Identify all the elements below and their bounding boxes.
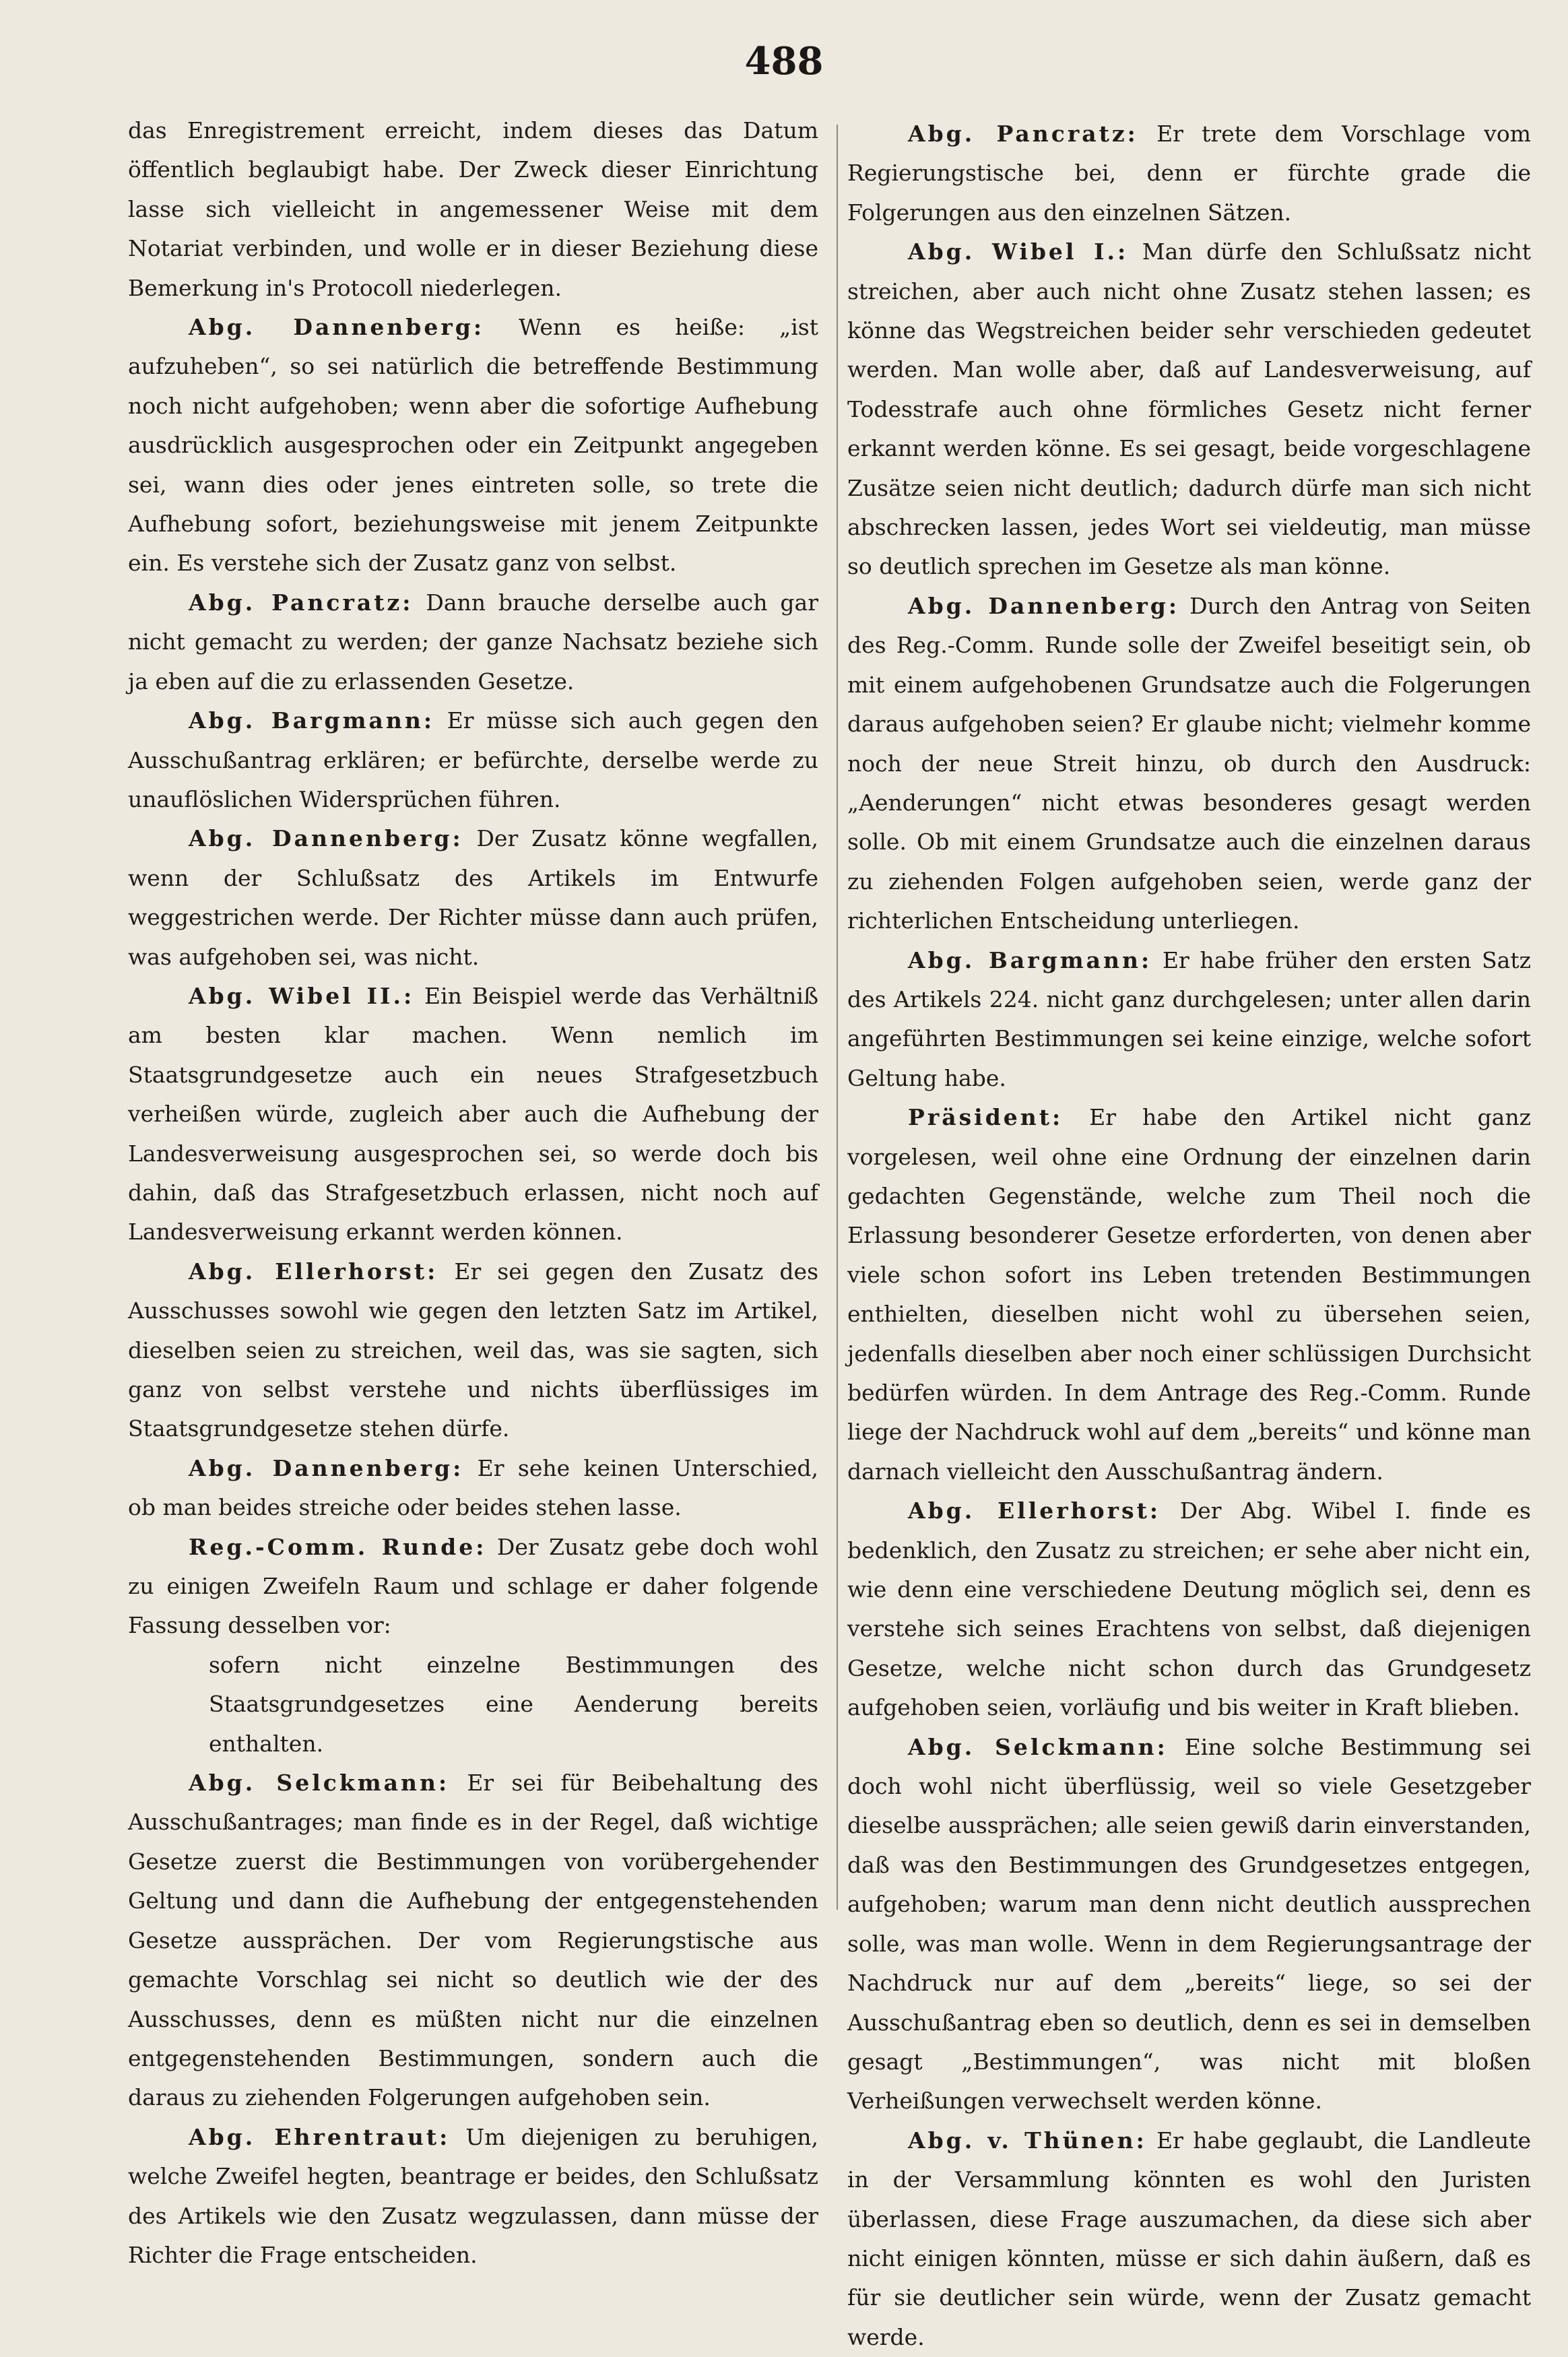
speaker-name: Abg. Ehrentraut: [189, 2123, 451, 2150]
paragraph-text: Ein Beispiel werde das Verhältniß am besten klar machen. Wenn nemlich im Staatsgrundgesetze auch ein neues Strafgesetzbuch verheißen würde, zugleich aber auch die Aufhebung der Landesverweisung ausgesprochen sei, so werde doch bis dahin, daß das Strafgesetzbuch erlassen, nicht noch auf Landesverweisung erkannt werden können. [128, 982, 818, 1246]
paragraph-text: Er müsse sich auch gegen den Ausschußantrag erklären; er befürchte, derselbe werde zu unauflöslichen Widersprüchen führen. [128, 707, 818, 812]
paragraph-text: Er habe geglaubt, die Landleute in der Versammlung könnten es wohl den Juristen überlassen, diese Frage auszumachen, da diese sich aber nicht einigen könnten, müsse er sich dahin äußern, daß es für sie deutlicher sein würde, wenn der Zusatz gemacht werde. [847, 2127, 1531, 2350]
paragraph-text: Dann brauche derselbe auch gar nicht gemacht zu werden; der ganze Nachsatz beziehe sich ja eben auf die zu erlassenden Gesetze. [128, 589, 819, 695]
speaker-name: Abg. Selckmann: [908, 1733, 1168, 1760]
speaker-name: Abg. Wibel I.: [908, 238, 1129, 265]
paragraph [847, 232, 1531, 587]
speaker-name: Abg. Dannenberg: [189, 1454, 464, 1481]
paragraph-text: Er sei für Beibehaltung des Ausschußantrages; man finde es in der Regel, daß wichtige Gesetze zuerst die Bestimmungen von vorübergehender Geltung und dann die Aufhebung der entgegenstehenden Gesetze aussprächen. Der vom Regierungstische aus gemachte Vorschlag sei nicht so deutlich wie der des Ausschusses, denn es müßten nicht nur die einzelnen entgegenstehenden Bestimmungen, sondern auch die daraus zu ziehenden Folgerungen aufgehoben sein. [128, 1770, 818, 2111]
paragraph-text: das Enregistrement erreicht, indem dieses das Datum öffentlich beglaubigt habe. Der Zweck dieser Einrichtung lasse sich vielleicht in angemessener Weise mit dem Notariat verbinden, und wolle er in dieser Beziehung diese Bemerkung in's Protocoll niederlegen. [128, 117, 818, 301]
speaker-name: Abg. Ellerhorst: [189, 1258, 438, 1285]
paragraph [847, 1098, 1531, 1491]
speaker-name: Abg. Wibel II.: [189, 982, 415, 1009]
paragraph-text: Er sei gegen den Zusatz des Ausschusses sowohl wie gegen den letzten Satz im Artikel, dieselben seien zu streichen, weil das, was sie sagten, sich ganz von selbst verstehe und nichts überflüssiges im Staatsgrundgesetze stehen dürfe. [128, 1258, 818, 1442]
paragraph [847, 1491, 1531, 1727]
speaker-name: Abg. Bargmann: [189, 707, 435, 734]
right-column [847, 115, 1531, 2357]
paragraph-text: Wenn es heiße: „ist aufzuheben“, so sei natürlich die betreffende Bestimmung noch nicht aufgehoben; wenn aber die sofortige Aufhebung ausdrücklich ausgesprochen oder ein Zeitpunkt angegeben sei, wann dies oder jenes eintreten solle, so trete die Aufhebung sofort, beziehungsweise mit jenem Zeitpunkte ein. Es verstehe sich der Zusatz ganz von selbst. [128, 314, 818, 577]
speaker-name: Abg. Pancratz: [189, 589, 414, 616]
left-column [128, 111, 818, 2275]
paragraph [847, 941, 1531, 1099]
speaker-name: Abg. Bargmann: [908, 946, 1152, 973]
speaker-name: Abg. Selckmann: [189, 1770, 450, 1797]
paragraph-text: Der Zusatz gebe doch wohl zu einigen Zweifeln Raum und schlage er daher folgende Fassung desselben vor: [128, 1533, 818, 1639]
speaker-name: Abg. Dannenberg: [189, 825, 463, 852]
paragraph [847, 587, 1531, 941]
speaker-name: Abg. Ellerhorst: [908, 1497, 1161, 1524]
paragraph-text: Durch den Antrag von Seiten des Reg.-Comm. Runde solle der Zweifel beseitigt sein, ob mit einem aufgehobenen Grundsatze auch die Folgerungen daraus aufgehoben seien? Er glaube nicht; vielmehr komme noch der neue Streit hinzu, ob durch den Ausdruck: „Aenderungen“ nicht etwas besonderes gesagt werden solle. Ob mit einem Grundsatze auch die einzelnen daraus zu ziehenden Folgen aufgehoben seien, werde ganz der richterlichen Entscheidung unterliegen. [847, 592, 1531, 934]
paragraph-text: Er sehe keinen Unterschied, ob man beides streiche oder beides stehen lasse. [128, 1454, 818, 1521]
paragraph-text: Er habe den Artikel nicht ganz vorgelesen, weil ohne eine Ordnung der einzelnen darin gedachten Gegenstände, welche zum Theil noch die Erlassung besonderer Gesetze erforderten, von denen aber viele schon sofort ins Leben tretenden Bestimmungen enthielten, dieselben nicht wohl zu übersehen seien, jedenfalls dieselben aber noch einer schlüssigen Durchsicht bedürfen würden. In dem Antrage des Reg.-Comm. Runde liege der Nachdruck wohl auf dem „bereits“ und könne man darnach vielleicht den Ausschußantrag ändern. [847, 1104, 1531, 1485]
paragraph [128, 111, 818, 308]
paragraph [847, 2121, 1531, 2357]
proposed-wording [128, 1646, 818, 1764]
paragraph [128, 2118, 818, 2275]
paragraph-text: Um diejenigen zu beruhigen, welche Zweifel hegten, beantrage er beides, den Schlußsatz des Artikels wie den Zusatz wegzulassen, dann müsse der Richter die Frage entscheiden. [128, 2123, 818, 2268]
paragraph [847, 115, 1531, 232]
paragraph-text: Er trete dem Vorschlage vom Regierungstische bei, denn er fürchte grade die Folgerungen aus den einzelnen Sätzen. [847, 121, 1531, 226]
paragraph [128, 308, 818, 583]
paragraph [128, 977, 818, 1252]
paragraph [128, 1528, 818, 1646]
speaker-name: Abg. Dannenberg: [908, 592, 1180, 619]
speaker-name: Reg.-Comm. Runde: [189, 1533, 487, 1560]
column-divider [837, 125, 838, 1910]
paragraph-text: Er habe früher den ersten Satz des Artikels 224. nicht ganz durchgelesen; unter allen darin angeführten Bestimmungen sei keine einzige, welche sofort Geltung habe. [847, 946, 1531, 1091]
page-number: 488 [744, 39, 824, 84]
paragraph-text: sofern nicht einzelne Bestimmungen des Staatsgrundgesetzes eine Aenderung bereits enthalten. [209, 1651, 818, 1757]
paragraph [128, 701, 818, 819]
paragraph [128, 1449, 818, 1528]
speaker-name: Abg. Dannenberg: [189, 314, 485, 341]
paragraph-text: Man dürfe den Schlußsatz nicht streichen, aber auch nicht ohne Zusatz stehen lassen; es könne das Wegstreichen beider sehr verschieden gedeutet werden. Man wolle aber, daß auf Landesverweisung, auf Todesstrafe auch ohne förmliches Gesetz nicht ferner erkannt werden könne. Es sei gesagt, beide vorgeschlagene Zusätze seien nicht deutlich; dadurch dürfe man sich nicht abschrecken lassen, jedes Wort sei vieldeutig, man müsse so deutlich sprechen im Gesetze als man könne. [847, 238, 1531, 580]
paragraph [128, 1764, 818, 2118]
paragraph [847, 1728, 1531, 2121]
speaker-name: Abg. Pancratz: [908, 121, 1138, 147]
speaker-name: Präsident: [908, 1104, 1064, 1131]
paragraph-text: Der Abg. Wibel I. finde es bedenklich, den Zusatz zu streichen; er sehe aber nicht ein, wie denn eine verschiedene Deutung möglich sei, denn es verstehe sich seines Erachtens von selbst, daß diejenigen Gesetze, welche nicht schon durch das Grundgesetz aufgehoben seien, vorläufig und bis weiter in Kraft blieben. [847, 1497, 1531, 1721]
paragraph-text: Eine solche Bestimmung sei doch wohl nicht überflüssig, weil so viele Gesetzgeber dieselbe aussprächen; alle seien gewiß darin einverstanden, daß was den Bestimmungen des Grundgesetzes entgegen, aufgehoben; warum man denn nicht deutlich aussprechen solle, was man wolle. Wenn in dem Regierungsantrage der Nachdruck nur auf dem „bereits“ liege, so sei der Ausschußantrag eben so deutlich, denn es sei in demselben gesagt „Bestimmungen“, was nicht mit bloßen Verheißungen verwechselt werden könne. [847, 1733, 1531, 2114]
paragraph [128, 819, 818, 977]
speaker-name: Abg. v. Thünen: [908, 2127, 1147, 2154]
paragraph [128, 1252, 818, 1449]
paragraph [128, 583, 818, 701]
paragraph-text: Der Zusatz könne wegfallen, wenn der Schlußsatz des Artikels im Entwurfe weggestrichen werde. Der Richter müsse dann auch prüfen, was aufgehoben sei, was nicht. [128, 825, 818, 970]
